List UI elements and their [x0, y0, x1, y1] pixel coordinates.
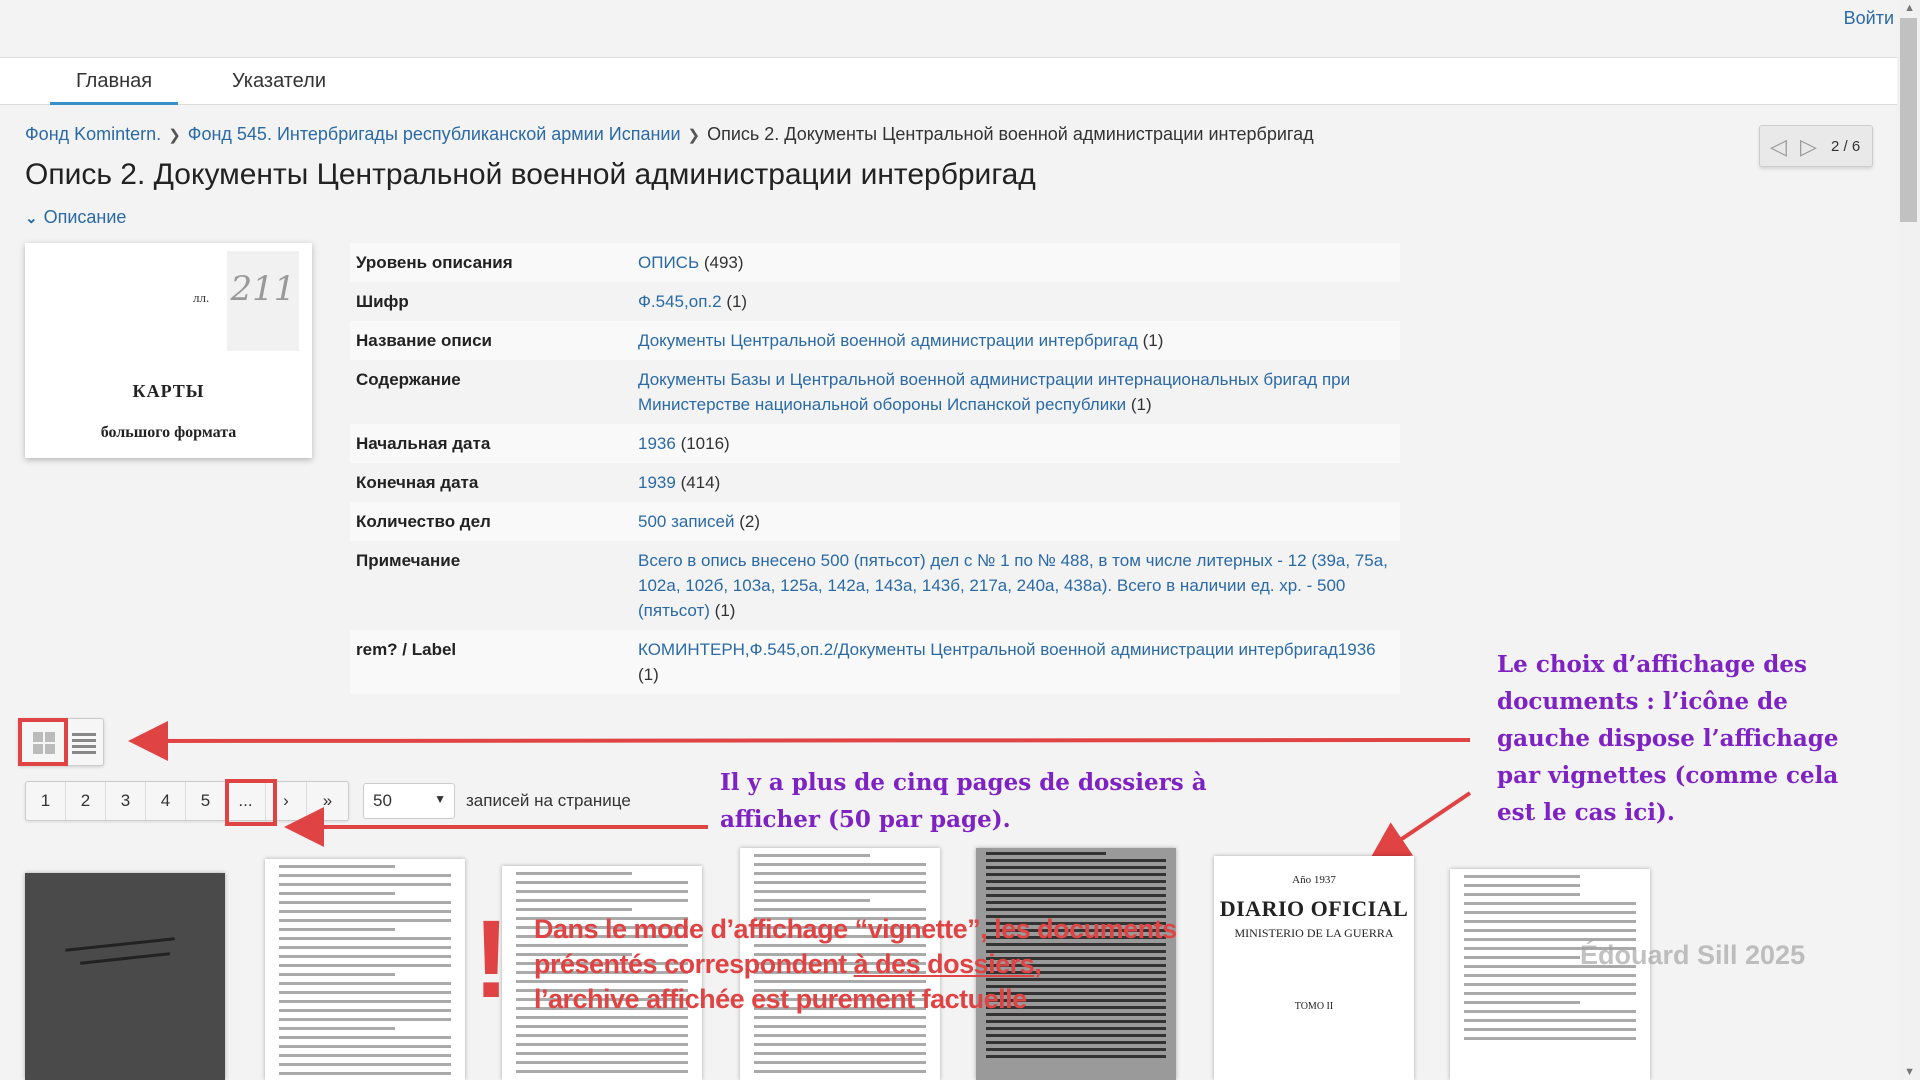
- diario-title: DIARIO OFICIAL: [1219, 896, 1409, 921]
- arrow-to-view-toggle: [132, 740, 1470, 741]
- cover-title: КАРТЫ: [132, 381, 205, 401]
- metadata-value-cell: [632, 541, 1400, 630]
- page-scrollbar[interactable]: [1897, 0, 1920, 1080]
- metadata-value-link[interactable]: Ф.545,оп.2: [638, 292, 722, 311]
- per-page-value: 50: [373, 791, 392, 810]
- metadata-count: (1): [638, 665, 659, 684]
- metadata-value-cell: [632, 243, 1400, 282]
- metadata-key: Шифр: [356, 292, 409, 311]
- login-link[interactable]: Войти: [1843, 8, 1894, 28]
- page-button-1[interactable]: 1: [26, 782, 66, 820]
- page-title: Опись 2. Документы Центральной военной администрации интербригад: [25, 158, 1036, 191]
- highlight-box-grid-view: [18, 718, 68, 766]
- exclamation-mark: !: [473, 898, 510, 1021]
- metadata-key: Количество дел: [356, 512, 491, 531]
- warning-line-2: [534, 947, 1177, 982]
- metadata-row: [350, 360, 1400, 424]
- page-button-5[interactable]: 5: [186, 782, 226, 820]
- metadata-value-link[interactable]: КОМИНТЕРН,Ф.545,оп.2/Документы Центральной военной администрации интербригад1936: [638, 640, 1376, 659]
- metadata-key: rem? / Label: [356, 640, 457, 659]
- page-button-4[interactable]: 4: [146, 782, 186, 820]
- watermark: Édouard Sill 2025: [1580, 940, 1806, 970]
- metadata-row: [350, 243, 1400, 282]
- handwriting-scribble: [80, 952, 170, 964]
- description-toggle[interactable]: [25, 207, 126, 228]
- cover-subtitle: большого формата: [100, 424, 237, 441]
- metadata-value-cell: [632, 463, 1400, 502]
- metadata-value-link[interactable]: Всего в опись внесено 500 (пятьсот) дел с № 1 по № 488, в том числе литерных - 12 (39а, 75а, 102а, 102б, 103а, 125а, 142а, 143а, 143б, 217а, 240а, 438а). Всего в наличии ед. хр. - 500 (пятьсот): [638, 551, 1388, 620]
- metadata-count: (1): [1130, 395, 1152, 414]
- metadata-row: [350, 541, 1400, 630]
- metadata-row: [350, 630, 1400, 694]
- previous-record-icon[interactable]: ◁: [1770, 134, 1787, 159]
- metadata-value-cell: [632, 360, 1400, 424]
- chevron-down-icon: ⌄: [25, 210, 38, 227]
- page-button-next[interactable]: ›: [266, 782, 307, 820]
- cover-number-tag: 211: [227, 251, 299, 351]
- thumbnail-dossier-6[interactable]: [1214, 856, 1414, 1080]
- metadata-key: Начальная дата: [356, 434, 491, 453]
- page-button-3[interactable]: 3: [106, 782, 146, 820]
- description-toggle-label: Описание: [43, 207, 127, 227]
- warning-line-2a: présentés correspondent: [534, 949, 854, 979]
- breadcrumb-current: Опись 2. Документы Центральной военной администрации интербригад: [707, 124, 1314, 144]
- warning-line-3: l’archive affichée est purement factuelle: [534, 984, 1027, 1014]
- thumbnail-dossier-2[interactable]: [265, 859, 465, 1080]
- metadata-count: (414): [680, 473, 721, 492]
- metadata-value-cell: [632, 282, 1400, 321]
- chevron-down-icon: ▼: [434, 792, 446, 806]
- inventory-cover-image[interactable]: [25, 243, 312, 458]
- metadata-value-link[interactable]: 500 записей: [638, 512, 735, 531]
- breadcrumb-link-fond-komintern[interactable]: Фонд Komintern.: [25, 124, 162, 144]
- metadata-row: [350, 424, 1400, 463]
- metadata-count: (1016): [680, 434, 730, 453]
- metadata-value-link[interactable]: 1936: [638, 434, 676, 453]
- per-page-label: записей на странице: [466, 791, 631, 810]
- metadata-key: Название описи: [356, 331, 492, 350]
- metadata-value-link[interactable]: ОПИСЬ: [638, 253, 700, 272]
- metadata-row: [350, 502, 1400, 541]
- warning-line-1: Dans le mode d’affichage “vignette”, les documents: [534, 914, 1177, 944]
- main-navbar: [0, 57, 1897, 105]
- handwriting-scribble: [65, 937, 175, 951]
- thumbnail-dossier-7[interactable]: [1450, 869, 1650, 1080]
- document-text-lines: [265, 865, 465, 1075]
- warning-line-2c: ,: [1034, 949, 1042, 979]
- thumbnail-dossier-1[interactable]: [25, 873, 225, 1080]
- metadata-key: Конечная дата: [356, 473, 479, 492]
- metadata-count: (1): [726, 292, 748, 311]
- scrollbar-thumb[interactable]: [1900, 18, 1917, 222]
- top-bar: [0, 0, 1920, 56]
- pagination: [25, 781, 349, 821]
- record-counter: 2 / 6: [1831, 138, 1861, 155]
- metadata-count: (2): [739, 512, 761, 531]
- tab-indexes[interactable]: Указатели: [232, 70, 326, 92]
- annotation-view-mode: Le choix d’affichage des documents : l’icône de gauche dispose l’affichage par vignettes (comme cela est le cas ici).: [1497, 651, 1839, 826]
- record-navigator: [1759, 125, 1873, 167]
- metadata-row: [350, 321, 1400, 360]
- metadata-count: (1): [714, 601, 736, 620]
- metadata-count: (493): [703, 253, 744, 272]
- diario-year: Año 1937: [1292, 874, 1336, 886]
- chevron-right-icon: ❯: [687, 127, 701, 144]
- metadata-value-cell: [632, 502, 1400, 541]
- page-button-last[interactable]: »: [322, 791, 333, 810]
- chevron-right-icon: ❯: [168, 127, 181, 144]
- warning-line-2b: à des dossiers: [853, 949, 1035, 979]
- list-view-icon[interactable]: [72, 733, 96, 757]
- per-page-select[interactable]: [363, 783, 455, 819]
- metadata-value-cell: [632, 630, 1400, 694]
- annotation-pages: Il y a plus de cinq pages de dossiers à afficher (50 par page).: [720, 769, 1207, 833]
- metadata-key: Примечание: [356, 551, 461, 570]
- metadata-value-cell: [632, 424, 1400, 463]
- page-button-2[interactable]: 2: [66, 782, 106, 820]
- metadata-value-link[interactable]: 1939: [638, 473, 676, 492]
- scroll-up-arrow-icon[interactable]: ▲: [1904, 2, 1915, 14]
- breadcrumb-link-fond-545[interactable]: Фонд 545. Интербригады республиканской армии Испании: [187, 124, 681, 144]
- tab-home[interactable]: Главная: [50, 58, 178, 105]
- metadata-value-cell: [632, 321, 1400, 360]
- metadata-value-link[interactable]: Документы Центральной военной администрации интербригад: [638, 331, 1138, 350]
- metadata-table: [350, 243, 1400, 694]
- metadata-key: Уровень описания: [356, 253, 513, 272]
- page-button-more[interactable]: ...: [226, 782, 266, 820]
- diario-tomo: TOMO II: [1294, 1001, 1334, 1012]
- annotation-warning: [534, 912, 1177, 1017]
- next-record-icon[interactable]: ▷: [1800, 134, 1817, 159]
- metadata-value-link[interactable]: Документы Базы и Центральной военной администрации интернациональных бригад при Министерстве национальной обороны Испанской республики: [638, 370, 1351, 414]
- metadata-count: (1): [1142, 331, 1164, 350]
- scroll-down-arrow-icon[interactable]: ▼: [1904, 1066, 1915, 1078]
- breadcrumb: [25, 124, 1314, 145]
- metadata-key: Содержание: [356, 370, 461, 389]
- highlight-box-more-pages: [225, 779, 277, 826]
- diario-ministry: MINISTERIO DE LA GUERRA: [1234, 926, 1394, 940]
- metadata-row: [350, 282, 1400, 321]
- metadata-row: [350, 463, 1400, 502]
- cover-ll-text: лл.: [193, 290, 210, 305]
